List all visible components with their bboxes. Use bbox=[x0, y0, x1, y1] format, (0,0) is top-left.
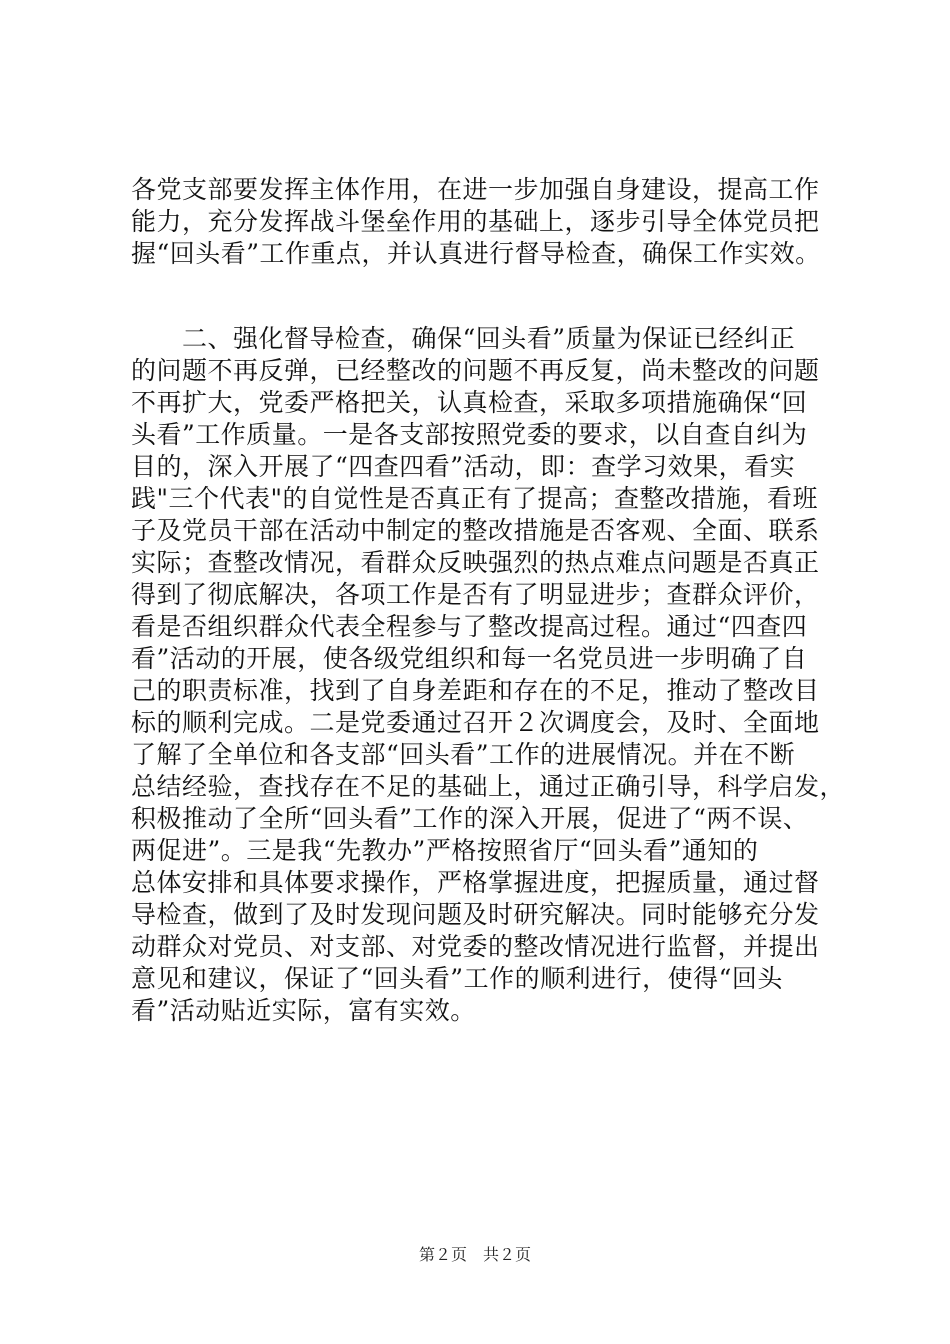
text-line: 己的职责标准，找到了自身差距和存在的不足，推动了整改目 bbox=[131, 676, 820, 705]
text-line: 头看”工作质量。一是各支部按照党委的要求，以自查自纠为 bbox=[131, 420, 808, 449]
text-line: 践"三个代表"的自觉性是否真正有了提高；查整改措施，看班 bbox=[131, 484, 819, 513]
text-line: 不再扩大，党委严格把关，认真检查，采取多项措施确保“回 bbox=[131, 388, 808, 417]
paragraph-2 bbox=[131, 323, 846, 1027]
text-line: 子及党员干部在活动中制定的整改措施是否客观、全面、联系 bbox=[131, 516, 820, 545]
text-line: 了解了全单位和各支部“回头看”工作的进展情况。并在不断 bbox=[131, 740, 796, 769]
text-line: 积极推动了全所“回头看”工作的深入开展，促进了“两不误、 bbox=[131, 804, 809, 833]
text-line: 标的顺利完成。二是党委通过召开２次调度会，及时、全面地 bbox=[131, 708, 820, 737]
page-footer: 第２页 共２页 bbox=[418, 1245, 531, 1264]
text-line: 能力，充分发挥战斗堡垒作用的基础上，逐步引导全体党员把 bbox=[131, 207, 820, 236]
text-line: 实际；查整改情况，看群众反映强烈的热点难点问题是否真正 bbox=[131, 548, 820, 577]
text-line: 看”活动的开展，使各级党组织和每一名党员进一步明确了自 bbox=[131, 644, 808, 673]
text-line: 动群众对党员、对支部、对党委的整改情况进行监督，并提出 bbox=[131, 932, 820, 961]
text-line: 各党支部要发挥主体作用，在进一步加强自身建设，提高工作 bbox=[131, 175, 820, 204]
text-line: 导检查，做到了及时发现问题及时研究解决。同时能够充分发 bbox=[131, 900, 820, 929]
text-line: 目的，深入开展了“四查四看”活动，即：查学习效果，看实 bbox=[131, 452, 796, 481]
document-body bbox=[131, 174, 846, 1027]
text-line: 总体安排和具体要求操作，严格掌握进度，把握质量，通过督 bbox=[131, 868, 820, 897]
paragraph-gap bbox=[131, 270, 831, 323]
text-line: 意见和建议，保证了“回头看”工作的顺利进行，使得“回头 bbox=[131, 964, 783, 993]
text-line: 握“回头看”工作重点，并认真进行督导检查，确保工作实效。 bbox=[131, 239, 821, 268]
text-line: 两促进”。三是我“先教办”严格按照省厅“回头看”通知的 bbox=[131, 836, 759, 865]
text-line: 看是否组织群众代表全程参与了整改提高过程。通过“四查四 bbox=[131, 612, 808, 641]
text-line: 得到了彻底解决，各项工作是否有了明显进步；查群众评价， bbox=[131, 580, 820, 609]
paragraph-1 bbox=[131, 174, 831, 270]
text-line: 看”活动贴近实际，富有实效。 bbox=[131, 996, 476, 1025]
text-line: 的问题不再反弹，已经整改的问题不再反复，尚未整改的问题 bbox=[131, 356, 820, 385]
text-line: 二、强化督导检查，确保“回头看”质量为保证已经纠正 bbox=[131, 324, 796, 353]
text-line: 总结经验，查找存在不足的基础上，通过正确引导，科学启发， bbox=[131, 772, 846, 801]
